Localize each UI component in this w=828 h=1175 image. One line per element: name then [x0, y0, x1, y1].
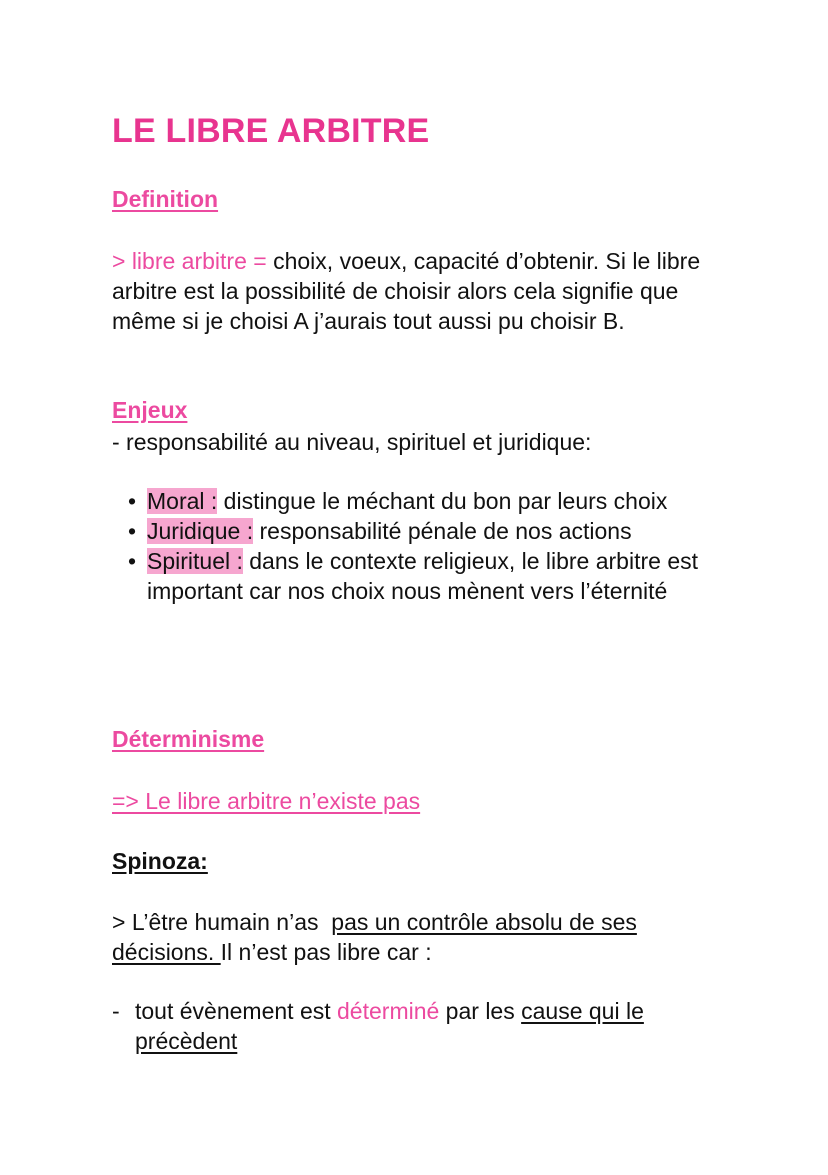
item-text: dans le contexte religieux, le libre arbitre est important car nos choix nous mènent vers l’éternité — [147, 548, 699, 604]
list-item-moral — [126, 486, 726, 516]
item-text: distingue le méchant du bon par leurs choix — [217, 488, 668, 514]
definition-term: > libre arbitre = — [112, 248, 274, 274]
bullet-icon: • — [128, 518, 137, 544]
statement-prefix: > L’être humain n’as — [112, 909, 332, 935]
spinoza-point — [112, 996, 732, 1056]
point-prefix: tout évènement est — [135, 998, 338, 1024]
enjeux-list — [126, 486, 726, 606]
enjeux-intro: - responsabilité au niveau, spirituel et juridique: — [112, 429, 592, 455]
enjeux-heading: Enjeux — [112, 397, 188, 423]
point-highlight: déterminé — [337, 998, 440, 1024]
statement-suffix: Il n’est pas libre car : — [220, 939, 432, 965]
determinisme-conclusion: => Le libre arbitre n’existe pas — [112, 788, 421, 814]
bullet-icon: • — [128, 488, 137, 514]
definition-text: choix, voeux, capacité d’obtenir. Si le libre arbitre est la possibilité de choisir alors cela signifie que même si je choisi A j’aurais tout aussi pu choisir B. — [112, 248, 701, 334]
spinoza-statement — [112, 907, 732, 967]
point-mid: par les — [439, 998, 522, 1024]
point-underlined: cause qui le précèdent — [135, 998, 644, 1054]
list-item-juridique — [126, 516, 726, 546]
point-text — [112, 996, 732, 1056]
determinisme-heading: Déterminisme — [112, 726, 265, 752]
definition-paragraph — [112, 246, 732, 336]
dash-icon: - — [112, 998, 120, 1024]
item-label: Spirituel : — [147, 548, 243, 574]
item-label: Moral : — [147, 488, 218, 514]
spinoza-heading: Spinoza: — [112, 848, 208, 874]
item-label: Juridique : — [147, 518, 254, 544]
statement-underlined: pas un contrôle absolu de ses décisions. — [112, 909, 637, 965]
item-text: responsabilité pénale de nos actions — [253, 518, 632, 544]
list-item-spirituel — [126, 546, 726, 606]
page-title: LE LIBRE ARBITRE — [112, 112, 430, 150]
bullet-icon: • — [128, 548, 137, 574]
definition-heading: Definition — [112, 186, 219, 212]
